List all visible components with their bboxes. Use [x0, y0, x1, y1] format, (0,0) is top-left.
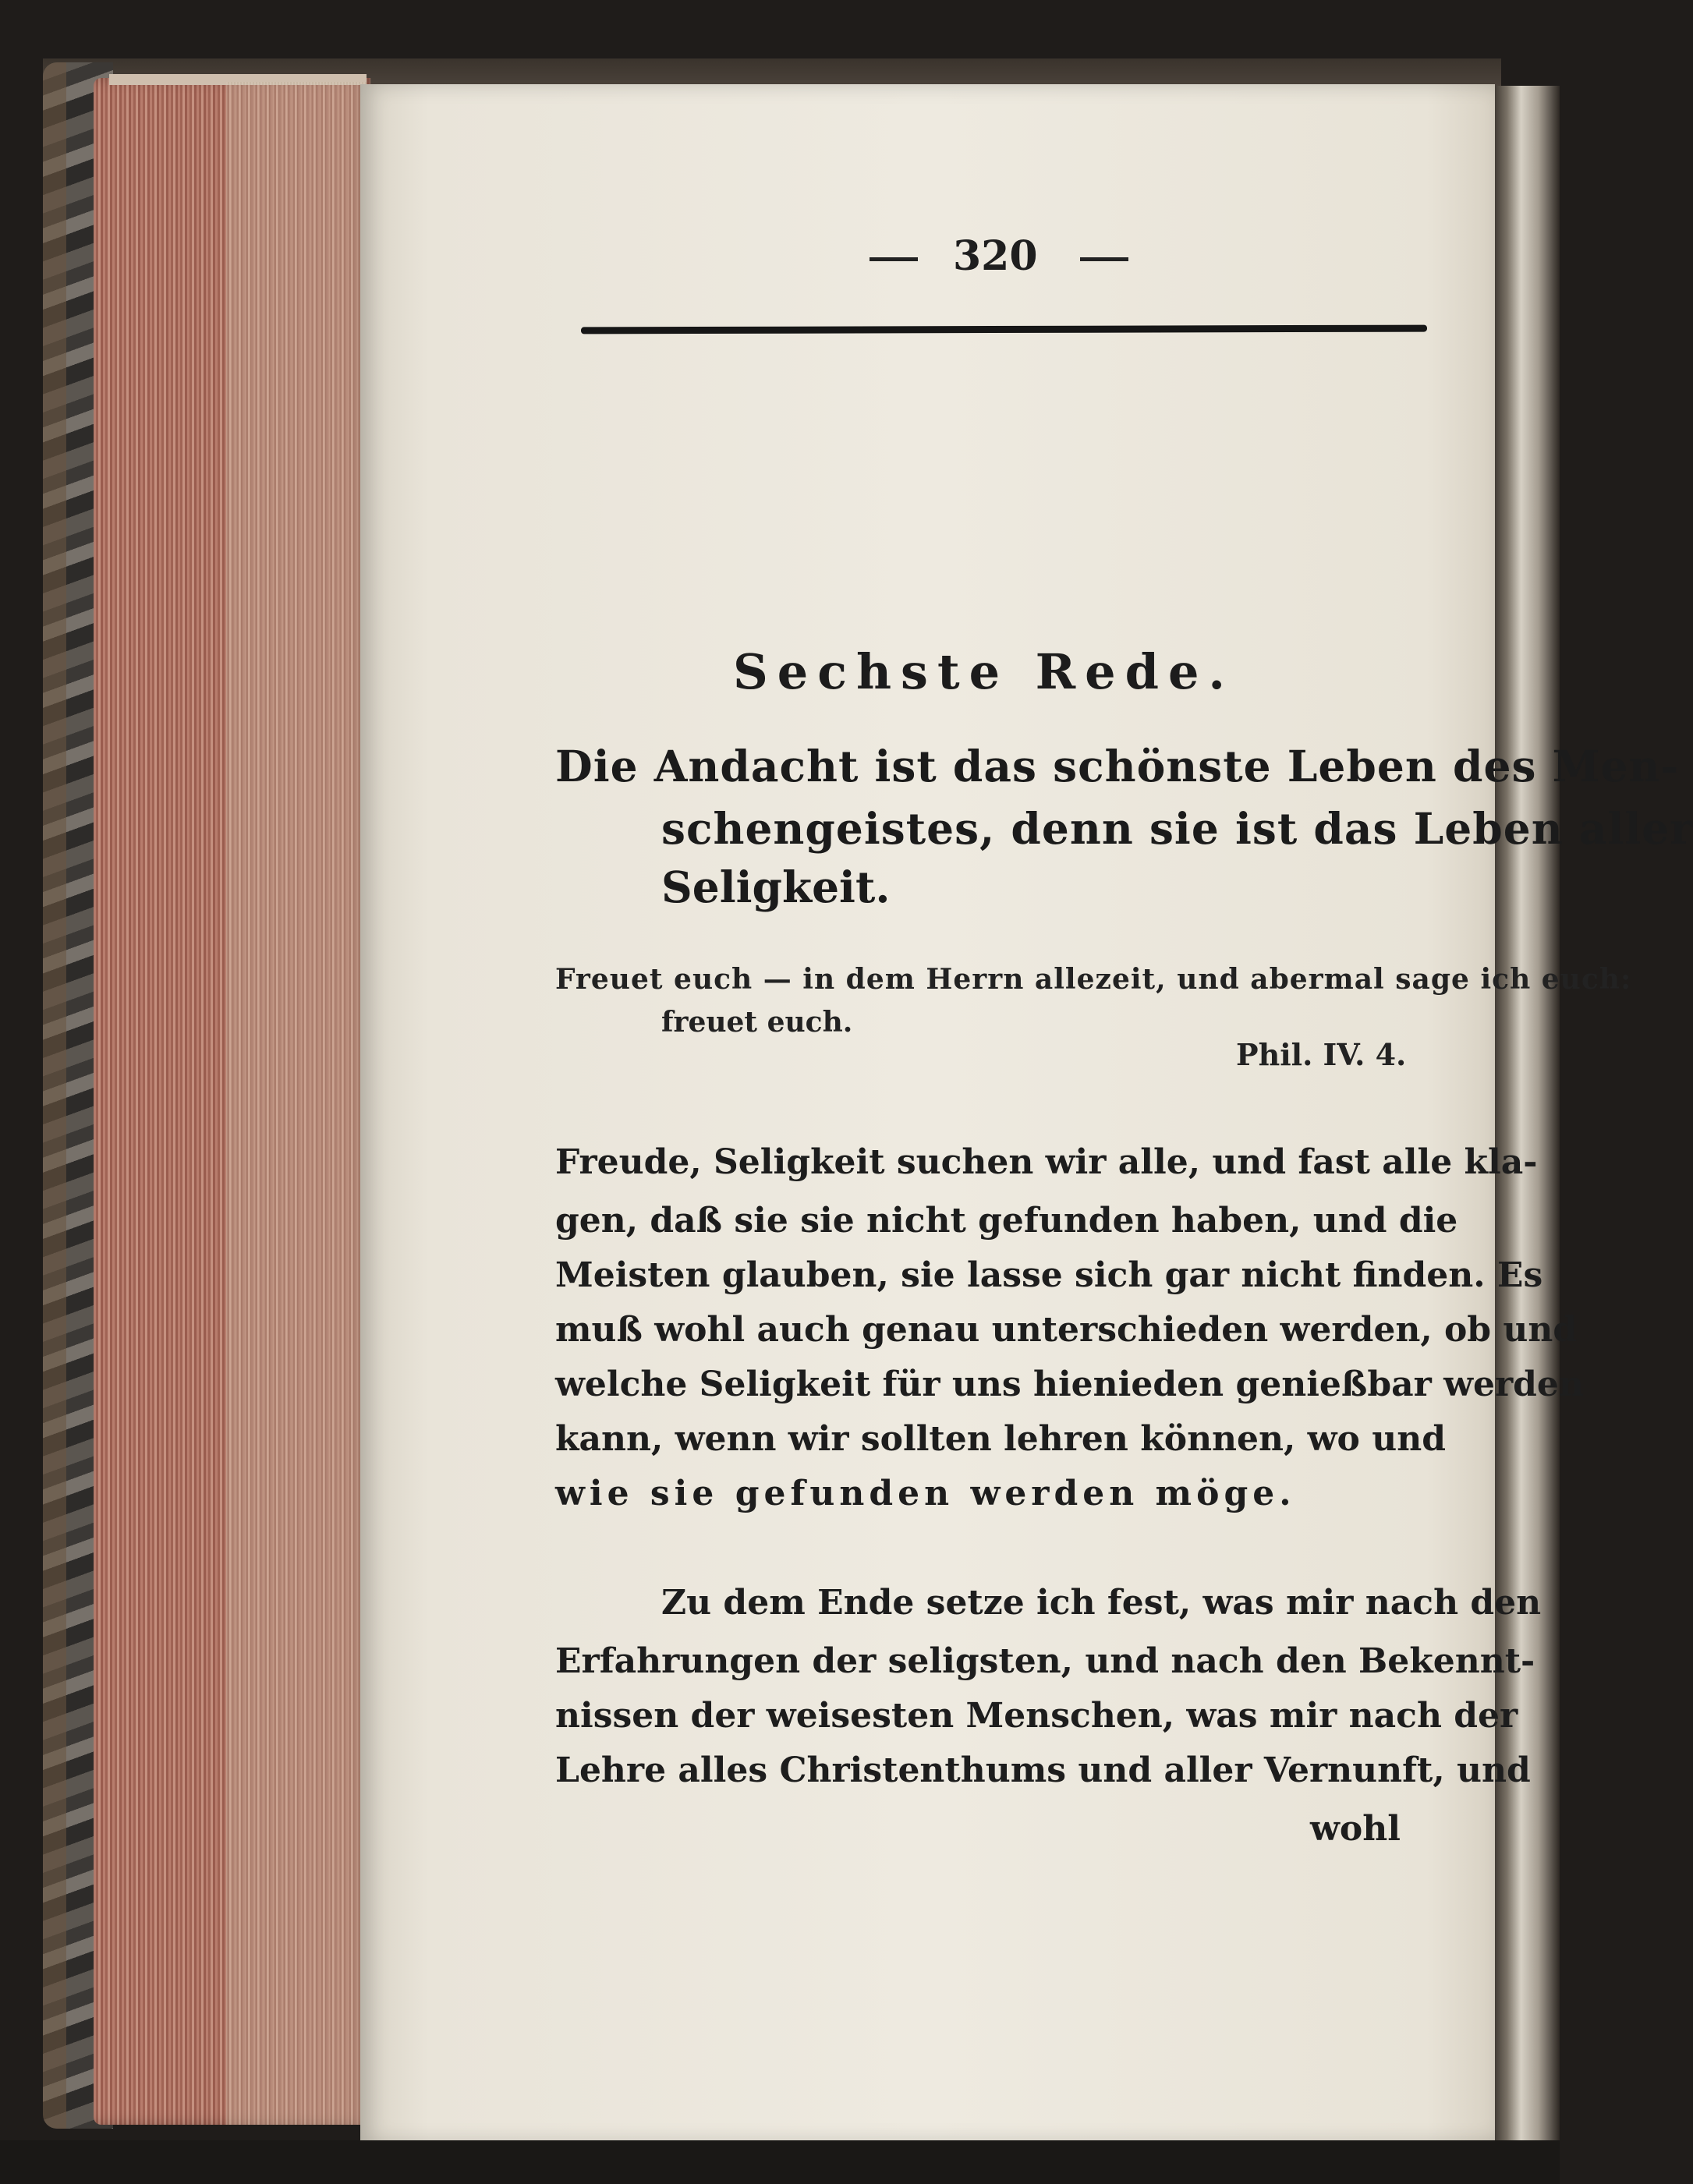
paragraph1-line-4: muß wohl auch genau unterschieden werden, ob und — [555, 1310, 1578, 1350]
photo-background — [0, 2140, 1560, 2184]
paragraph2-line-1: Zu dem Ende setze ich fest, was mir nach den — [661, 1583, 1542, 1623]
page-number: 320 — [953, 232, 1038, 280]
subtitle-line-1: Die Andacht ist das schönste Leben des Men- — [555, 741, 1680, 791]
subtitle-line-3: Seligkeit. — [661, 862, 891, 912]
paragraph1-line-3: Meisten glauben, sie lasse sich gar nicht finden. Es — [555, 1255, 1543, 1295]
catchword: wohl — [1310, 1809, 1401, 1849]
page-stack-shading — [226, 82, 367, 2125]
paragraph1-line-5: welche Seligkeit für uns hienieden genießbar werden — [555, 1365, 1584, 1404]
paragraph1-line-2: gen, daß sie sie nicht gefunden haben, und die — [555, 1201, 1458, 1241]
paragraph2-line-2: Erfahrungen der seligsten, und nach den Bekennt- — [555, 1641, 1535, 1681]
motto-line-2: freuet euch. — [661, 1006, 853, 1039]
paragraph1-line-6: kann, wenn wir sollten lehren können, wo und — [555, 1419, 1446, 1459]
page-number-dash-left — [870, 257, 918, 261]
chapter-heading: Sechste Rede. — [733, 643, 1234, 700]
paragraph2-line-3: nissen der weisesten Menschen, was mir nach der — [555, 1696, 1518, 1736]
paragraph2-line-4: Lehre alles Christenthums und aller Vernunft, und — [555, 1750, 1531, 1790]
motto-line-1: Freuet euch — in dem Herrn allezeit, und abermal sage ich euch: — [555, 963, 1632, 996]
motto-reference: Phil. IV. 4. — [1236, 1037, 1407, 1072]
subtitle-line-2: schengeistes, denn sie ist das Leben aller — [661, 803, 1693, 854]
cover-edge — [43, 62, 66, 2129]
facing-page-edge — [1489, 86, 1560, 2175]
paragraph1-line-1: Freude, Seligkeit suchen wir alle, und fast alle kla- — [555, 1142, 1538, 1182]
page-number-dash-right — [1080, 257, 1128, 261]
paragraph1-line-7: wie sie gefunden werden möge. — [555, 1474, 1296, 1513]
